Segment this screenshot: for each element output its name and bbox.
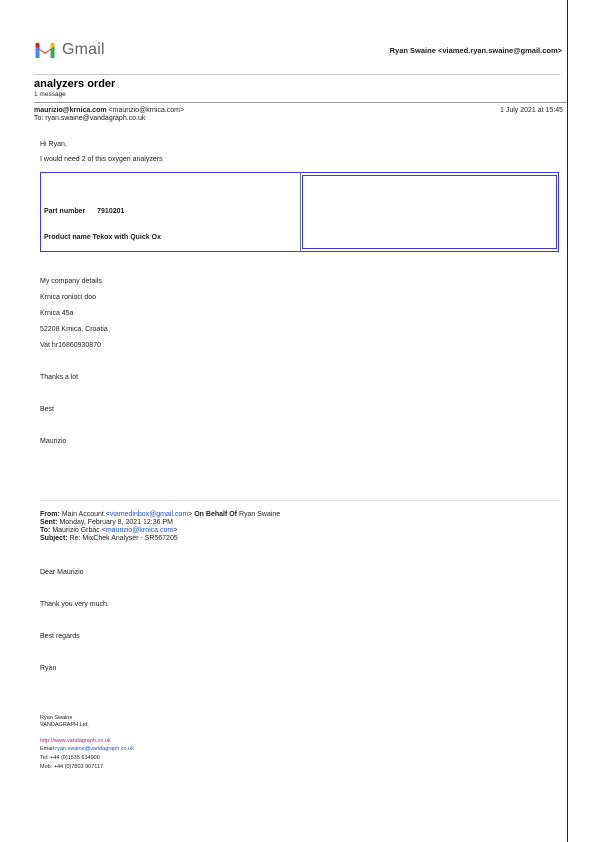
signature-company: VANDAGRAPH Ltd.: [40, 722, 89, 728]
company-street: Krnica 45a: [40, 310, 74, 317]
greeting: Hi Ryan,: [40, 141, 67, 148]
quoted-to-email-link[interactable]: maurizio@krnica.com: [105, 527, 174, 534]
message-date: 1 July 2021 at 15:45: [500, 107, 564, 114]
company-details-heading: My company details: [40, 278, 102, 285]
part-number-label: Part number: [44, 208, 86, 215]
quoted-from-email-link[interactable]: viamedinbox@gmail.com: [109, 511, 189, 518]
best-line: Best: [40, 406, 55, 413]
header-divider: [34, 74, 561, 75]
sender-name: maurizio@krnica.com: [34, 107, 107, 114]
quoted-to: To: Maurizio Grbac <maurizio@krnica.com>: [40, 527, 178, 534]
message-from: [34, 107, 184, 114]
part-number-value: 7910201: [97, 208, 125, 215]
product-table: [40, 172, 559, 252]
signature-email-link[interactable]: ryan.swaine@vandagraph.co.uk: [55, 746, 134, 752]
quoted-sent: Sent: Monday, February 8, 2021 12:36 PM: [40, 519, 173, 526]
quote-divider: [40, 500, 559, 501]
signature-mob: Mob: +44 (0)7803 907117: [40, 764, 104, 770]
gmail-wordmark: Gmail: [62, 41, 105, 58]
company-city: 52208 Krnica, Croatia: [40, 326, 108, 333]
quoted-name: Ryan: [40, 665, 57, 672]
company-name: Krnica ronioci doo: [40, 294, 97, 301]
account-label: Ryan Swaine <viamed.ryan.swaine@gmail.com>: [389, 46, 562, 55]
signature-email: Email:ryan.swaine@vandagraph.co.uk: [40, 746, 134, 752]
product-table-right-cell: [302, 175, 557, 249]
quoted-from: From: Main Account <viamedinbox@gmail.com> On Behalf Of Ryan Swaine: [40, 511, 281, 518]
thread-subject: analyzers order: [34, 78, 116, 90]
page-right-border: [567, 0, 568, 842]
product-table-left-cell: [41, 173, 301, 251]
body-line-request: I would need 2 of this oxygen analyzers: [40, 156, 163, 163]
signature-website-link[interactable]: http://www.vandagraph.co.uk: [40, 738, 111, 744]
quoted-regards: Best regards: [40, 633, 80, 640]
message-to: To: ryan.swaine@vandagraph.co.uk: [34, 115, 146, 122]
part-number-row: [44, 208, 124, 215]
sender-signoff: Maurizio: [40, 438, 67, 445]
gmail-m-icon: [34, 42, 56, 59]
quoted-greeting: Dear Maurizio: [40, 569, 84, 576]
thanks-line: Thanks a lot: [40, 374, 79, 381]
thread-divider: [34, 102, 567, 103]
quoted-subject: Subject: Re: MixChek Analyser - SR567205: [40, 535, 178, 542]
signature-tel: Tel: +44 (0)1535 634900: [40, 755, 100, 761]
company-vat: Vat hr16860930870: [40, 342, 101, 349]
product-name-label: Product name: [44, 234, 91, 241]
message-count: 1 message: [34, 91, 66, 98]
sender-address: <maurizio@krnica.com>: [108, 107, 185, 114]
quoted-thanks: Thank you very much.: [40, 601, 109, 608]
signature-name: Ryan Swaine: [40, 715, 73, 721]
product-name-row: [44, 234, 161, 241]
product-name-value: Tekox with Quick Ox: [92, 234, 161, 241]
